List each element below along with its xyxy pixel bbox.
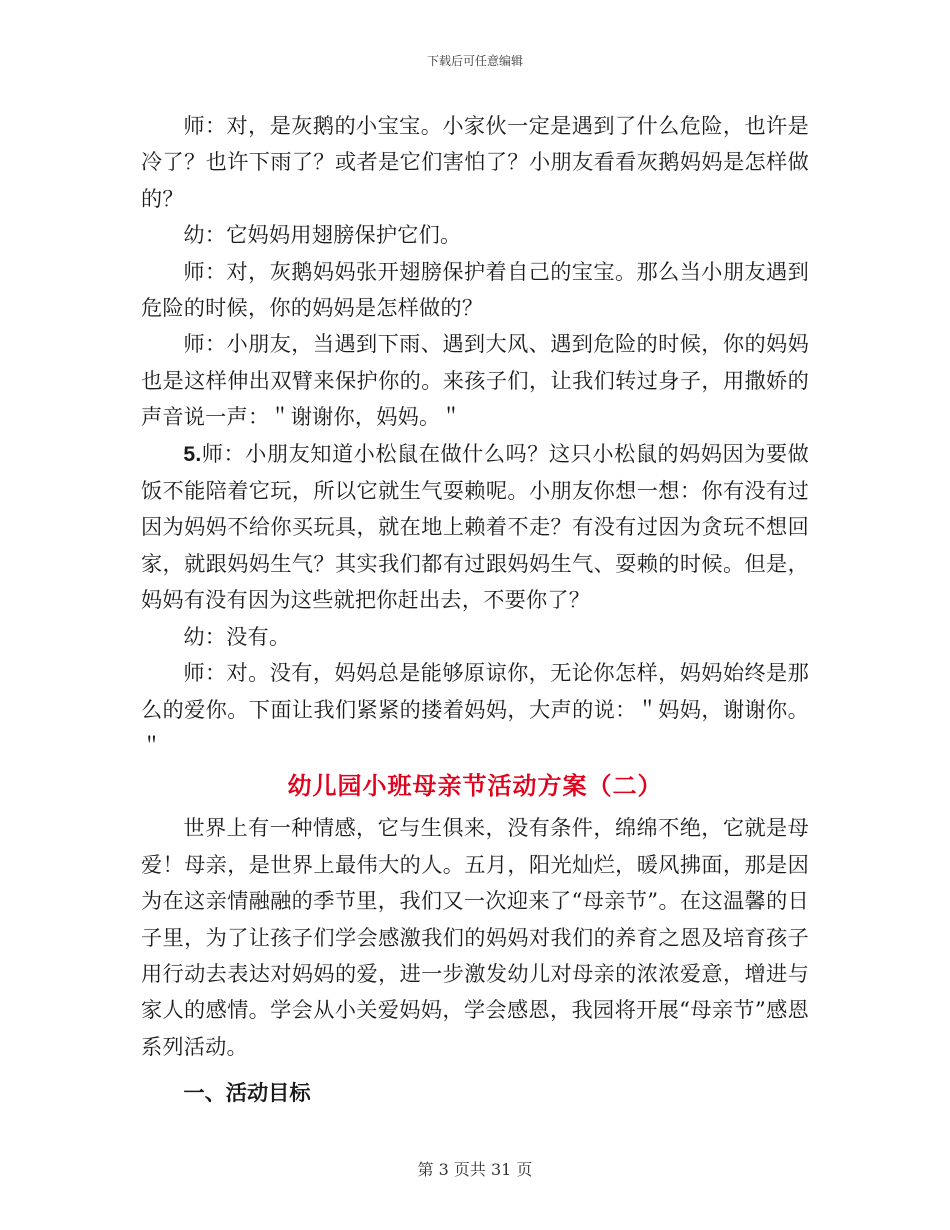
page-footer: 第 3 页共 31 页	[417, 1160, 533, 1179]
intro-paragraph: 世界上有一种情感，它与生俱来，没有条件，绵绵不绝，它就是母爱！母亲，是世界上最伟大的人。五月，阳光灿烂，暖风拂面，那是因为在这亲情融融的季节里，我们又一次迎来了“母亲节”。在这温馨的日子里，为了让孩子们学会感激我们的妈妈对我们的养育之恩及培育孩子用行动去表达对妈妈的爱，进一步激发幼儿对母亲的浓浓爱意，增进与家人的感情。学会从小关爱妈妈，学会感恩，我园将开展“母亲节”感恩系列活动。	[141, 815, 809, 1059]
dialogue-paragraph: 幼：没有。	[183, 623, 291, 649]
item-text: 师：小朋友知道小松鼠在做什么吗？这只小松鼠的妈妈因为要做饭不能陪着它玩，所以它就生气耍赖呢。小朋友你想一想：你有没有过因为妈妈不给你买玩具，就在地上赖着不走？有没有过因为贪玩不想回家，就跟妈妈生气？其实我们都有过跟妈妈生气、耍赖的时候。但是，妈妈有没有因为这些就把你赶出去，不要你了？	[141, 440, 809, 613]
item-number: 5.	[183, 442, 202, 466]
dialogue-paragraph: 师：对。没有，妈妈总是能够原谅你，无论你怎样，妈妈始终是那么的爱你。下面让我们紧紧的搂着妈妈，大声的说：＂妈妈，谢谢你。＂	[141, 660, 809, 758]
numbered-paragraph	[141, 436, 809, 619]
dialogue-paragraph: 幼：它妈妈用翅膀保护它们。	[183, 222, 462, 248]
dialogue-paragraph: 师：对，是灰鹅的小宝宝。小家伙一定是遇到了什么危险，也许是冷了？也许下雨了？或者是它们害怕了？小朋友看看灰鹅妈妈是怎样做的？	[141, 113, 809, 211]
subheading: 一、活动目标	[183, 1080, 311, 1106]
section-title: 幼儿园小班母亲节活动方案（二）	[287, 771, 663, 801]
document-body	[141, 108, 809, 1112]
dialogue-paragraph: 师：对，灰鹅妈妈张开翅膀保护着自己的宝宝。那么当小朋友遇到危险的时候，你的妈妈是怎样做的？	[141, 258, 809, 321]
page-header: 下载后可任意编辑	[426, 54, 523, 68]
dialogue-paragraph: 师：小朋友，当遇到下雨、遇到大风、遇到危险的时候，你的妈妈也是这样伸出双臂来保护你的。来孩子们，让我们转过身子，用撒娇的声音说一声：＂谢谢你，妈妈。＂	[141, 331, 809, 430]
